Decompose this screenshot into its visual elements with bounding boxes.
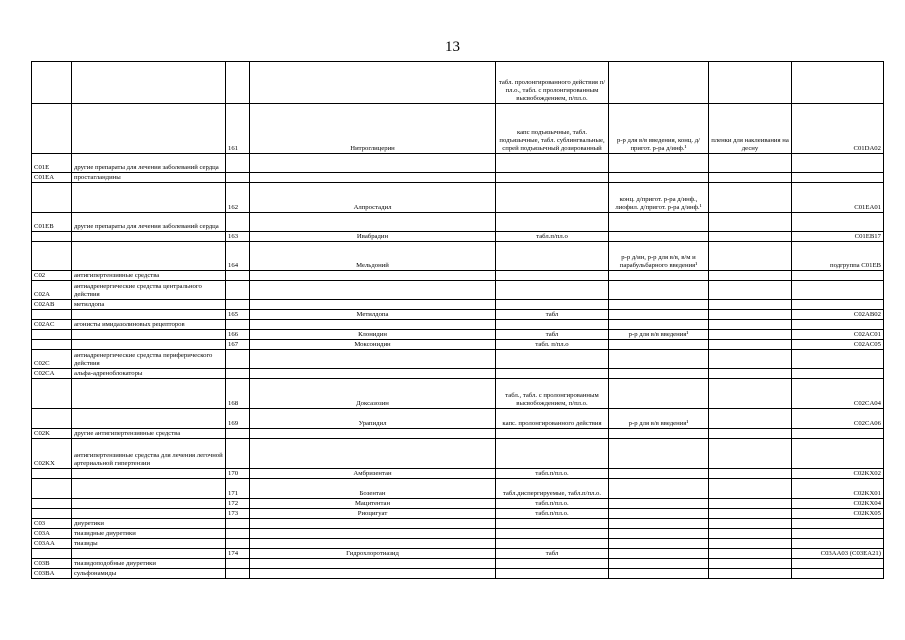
- hospital-form-cell: [609, 469, 709, 479]
- group-name-cell: тиазидоподобные диуретики: [72, 559, 226, 569]
- table-row: [32, 281, 884, 300]
- hospital-form-cell: [609, 509, 709, 519]
- dosage-form-cell: [496, 320, 609, 330]
- dosage-form-cell: [496, 569, 609, 579]
- drug-name-cell: [250, 213, 496, 232]
- other-form-cell: [709, 271, 792, 281]
- hospital-form-cell: [609, 499, 709, 509]
- hospital-form-cell: [609, 154, 709, 173]
- atc-group-code-cell: C03: [32, 519, 72, 529]
- atc-group-code-cell: [32, 509, 72, 519]
- drug-list-table: [31, 61, 884, 579]
- table-row: [32, 569, 884, 579]
- group-name-cell: [72, 310, 226, 320]
- drug-name-cell: [250, 369, 496, 379]
- dosage-form-cell: [496, 519, 609, 529]
- other-form-cell: пленки для наклеивания на десну: [709, 104, 792, 154]
- hospital-form-cell: р-р для в/в введения, конц. д/пригот. р-ра д/инф.¹: [609, 104, 709, 154]
- atc-code-cell: C02AB02: [792, 310, 884, 320]
- row-number-cell: [226, 539, 250, 549]
- table-row: [32, 529, 884, 539]
- atc-group-code-cell: [32, 232, 72, 242]
- drug-name-cell: Риоцигуат: [250, 509, 496, 519]
- dosage-form-cell: [496, 439, 609, 469]
- row-number-cell: [226, 271, 250, 281]
- other-form-cell: [709, 183, 792, 213]
- hospital-form-cell: [609, 350, 709, 369]
- hospital-form-cell: [609, 479, 709, 499]
- atc-code-cell: [792, 213, 884, 232]
- atc-code-cell: [792, 271, 884, 281]
- atc-group-code-cell: C01E: [32, 154, 72, 173]
- atc-code-cell: C02AC01: [792, 330, 884, 340]
- group-name-cell: антигипертензивные средства для лечения легочной артериальной гипертензии: [72, 439, 226, 469]
- drug-name-cell: Моксонидин: [250, 340, 496, 350]
- hospital-form-cell: р-р д/ин, р-р для в/в, в/м и парабульбарного введения¹: [609, 242, 709, 271]
- atc-group-code-cell: [32, 409, 72, 429]
- row-number-cell: [226, 213, 250, 232]
- table-row: [32, 300, 884, 310]
- drug-name-cell: Нитроглицерин: [250, 104, 496, 154]
- drug-name-cell: Алпростадил: [250, 183, 496, 213]
- atc-group-code-cell: [32, 340, 72, 350]
- hospital-form-cell: [609, 539, 709, 549]
- other-form-cell: [709, 519, 792, 529]
- drug-name-cell: Урапидил: [250, 409, 496, 429]
- drug-name-cell: [250, 271, 496, 281]
- drug-name-cell: [250, 429, 496, 439]
- table-row: [32, 479, 884, 499]
- other-form-cell: [709, 281, 792, 300]
- hospital-form-cell: р-р для в/в введения¹: [609, 409, 709, 429]
- atc-code-cell: [792, 429, 884, 439]
- drug-name-cell: [250, 519, 496, 529]
- row-number-cell: 174: [226, 549, 250, 559]
- group-name-cell: другие антигипертензивные средства: [72, 429, 226, 439]
- other-form-cell: [709, 154, 792, 173]
- dosage-form-cell: табл: [496, 549, 609, 559]
- atc-code-cell: C01DA02: [792, 104, 884, 154]
- hospital-form-cell: [609, 300, 709, 310]
- hospital-form-cell: [609, 271, 709, 281]
- atc-group-code-cell: [32, 104, 72, 154]
- group-name-cell: сульфонамиды: [72, 569, 226, 579]
- hospital-form-cell: [609, 310, 709, 320]
- row-number-cell: 171: [226, 479, 250, 499]
- drug-name-cell: Клонидин: [250, 330, 496, 340]
- row-number-cell: 167: [226, 340, 250, 350]
- row-number-cell: [226, 281, 250, 300]
- other-form-cell: [709, 300, 792, 310]
- hospital-form-cell: [609, 213, 709, 232]
- group-name-cell: [72, 479, 226, 499]
- atc-group-code-cell: C02C: [32, 350, 72, 369]
- group-name-cell: [72, 104, 226, 154]
- other-form-cell: [709, 173, 792, 183]
- atc-group-code-cell: [32, 242, 72, 271]
- dosage-form-cell: табл.п/пл.о.: [496, 509, 609, 519]
- dosage-form-cell: табл.п/пл.о: [496, 232, 609, 242]
- table-row: [32, 173, 884, 183]
- hospital-form-cell: [609, 379, 709, 409]
- group-name-cell: [72, 499, 226, 509]
- atc-code-cell: C02CA04: [792, 379, 884, 409]
- dosage-form-cell: табл., табл. с пролонгированным высвобождением, п/пл.о.: [496, 379, 609, 409]
- dosage-form-cell: капс. пролонгированного действия: [496, 409, 609, 429]
- row-number-cell: 168: [226, 379, 250, 409]
- atc-group-code-cell: [32, 549, 72, 559]
- row-number-cell: [226, 569, 250, 579]
- table-row: [32, 499, 884, 509]
- dosage-form-cell: [496, 242, 609, 271]
- group-name-cell: простагландины: [72, 173, 226, 183]
- atc-code-cell: C02KX04: [792, 499, 884, 509]
- table-row: [32, 232, 884, 242]
- other-form-cell: [709, 232, 792, 242]
- atc-code-cell: [792, 281, 884, 300]
- table-row: [32, 340, 884, 350]
- row-number-cell: [226, 429, 250, 439]
- atc-group-code-cell: C02KX: [32, 439, 72, 469]
- row-number-cell: [226, 439, 250, 469]
- group-name-cell: [72, 330, 226, 340]
- dosage-form-cell: [496, 369, 609, 379]
- row-number-cell: [226, 62, 250, 104]
- atc-code-cell: [792, 569, 884, 579]
- group-name-cell: [72, 242, 226, 271]
- atc-code-cell: [792, 519, 884, 529]
- atc-group-code-cell: C03BA: [32, 569, 72, 579]
- other-form-cell: [709, 429, 792, 439]
- atc-code-cell: C02KX01: [792, 479, 884, 499]
- drug-name-cell: Мельдоний: [250, 242, 496, 271]
- dosage-form-cell: табл.п/пл.о.: [496, 499, 609, 509]
- group-name-cell: [72, 379, 226, 409]
- row-number-cell: [226, 320, 250, 330]
- atc-code-cell: C02CA06: [792, 409, 884, 429]
- atc-code-cell: [792, 62, 884, 104]
- drug-name-cell: [250, 154, 496, 173]
- atc-group-code-cell: C02A: [32, 281, 72, 300]
- table-row: [32, 330, 884, 340]
- other-form-cell: [709, 310, 792, 320]
- dosage-form-cell: [496, 529, 609, 539]
- drug-name-cell: Бозентан: [250, 479, 496, 499]
- hospital-form-cell: [609, 173, 709, 183]
- atc-code-cell: C02KX02: [792, 469, 884, 479]
- row-number-cell: 162: [226, 183, 250, 213]
- dosage-form-cell: [496, 539, 609, 549]
- other-form-cell: [709, 529, 792, 539]
- hospital-form-cell: р-р для в/в введения¹: [609, 330, 709, 340]
- atc-code-cell: подгруппа C01EB: [792, 242, 884, 271]
- other-form-cell: [709, 330, 792, 340]
- page-number: 13: [445, 39, 460, 55]
- row-number-cell: 166: [226, 330, 250, 340]
- other-form-cell: [709, 213, 792, 232]
- other-form-cell: [709, 439, 792, 469]
- drug-name-cell: Доксазозин: [250, 379, 496, 409]
- table-row: [32, 62, 884, 104]
- dosage-form-cell: [496, 350, 609, 369]
- atc-group-code-cell: [32, 62, 72, 104]
- table-row: [32, 271, 884, 281]
- dosage-form-cell: [496, 559, 609, 569]
- table-row: [32, 559, 884, 569]
- atc-group-code-cell: C03B: [32, 559, 72, 569]
- drug-name-cell: Метилдопа: [250, 310, 496, 320]
- table-row: [32, 429, 884, 439]
- dosage-form-cell: табл. п/пл.о: [496, 340, 609, 350]
- row-number-cell: [226, 369, 250, 379]
- drug-name-cell: [250, 173, 496, 183]
- other-form-cell: [709, 242, 792, 271]
- table-row: [32, 549, 884, 559]
- dosage-form-cell: [496, 173, 609, 183]
- atc-group-code-cell: C03AA: [32, 539, 72, 549]
- hospital-form-cell: [609, 559, 709, 569]
- table-row: [32, 183, 884, 213]
- atc-group-code-cell: C02AC: [32, 320, 72, 330]
- drug-name-cell: [250, 559, 496, 569]
- drug-name-cell: [250, 62, 496, 104]
- atc-group-code-cell: C02CA: [32, 369, 72, 379]
- row-number-cell: 164: [226, 242, 250, 271]
- atc-group-code-cell: [32, 379, 72, 409]
- other-form-cell: [709, 469, 792, 479]
- table-row: [32, 242, 884, 271]
- dosage-form-cell: [496, 281, 609, 300]
- drug-name-cell: Гидрохлоротиазид: [250, 549, 496, 559]
- atc-code-cell: [792, 350, 884, 369]
- drug-name-cell: [250, 529, 496, 539]
- hospital-form-cell: [609, 429, 709, 439]
- other-form-cell: [709, 350, 792, 369]
- row-number-cell: [226, 519, 250, 529]
- drug-name-cell: [250, 300, 496, 310]
- other-form-cell: [709, 569, 792, 579]
- hospital-form-cell: [609, 281, 709, 300]
- dosage-form-cell: табл: [496, 310, 609, 320]
- other-form-cell: [709, 340, 792, 350]
- atc-code-cell: C01EB17: [792, 232, 884, 242]
- dosage-form-cell: капс подъязычные, табл. подъязычные, табл. сублингвальные, спрей подъязычный дозированный: [496, 104, 609, 154]
- group-name-cell: другие препараты для лечения заболеваний сердца: [72, 154, 226, 173]
- drug-name-cell: [250, 281, 496, 300]
- atc-code-cell: [792, 369, 884, 379]
- atc-group-code-cell: C03A: [32, 529, 72, 539]
- row-number-cell: [226, 154, 250, 173]
- table-row: [32, 350, 884, 369]
- table-row: [32, 369, 884, 379]
- hospital-form-cell: [609, 369, 709, 379]
- table-row: [32, 320, 884, 330]
- table-row: [32, 469, 884, 479]
- hospital-form-cell: конц. д/пригот. р-ра д/инф., лиофил. д/пригот. р-ра д/инф.¹: [609, 183, 709, 213]
- row-number-cell: 170: [226, 469, 250, 479]
- group-name-cell: другие препараты для лечения заболеваний сердца: [72, 213, 226, 232]
- dosage-form-cell: табл. пролонгированного действия п/пл.о., табл. с пролонгированным высвобождением, п/пл.о.: [496, 62, 609, 104]
- dosage-form-cell: [496, 154, 609, 173]
- atc-group-code-cell: C02: [32, 271, 72, 281]
- row-number-cell: [226, 559, 250, 569]
- atc-code-cell: [792, 529, 884, 539]
- group-name-cell: [72, 509, 226, 519]
- other-form-cell: [709, 499, 792, 509]
- group-name-cell: агонисты имидазолиновых рецепторов: [72, 320, 226, 330]
- dosage-form-cell: [496, 213, 609, 232]
- table-row: [32, 409, 884, 429]
- group-name-cell: тиазиды: [72, 539, 226, 549]
- row-number-cell: 165: [226, 310, 250, 320]
- atc-group-code-cell: [32, 183, 72, 213]
- drug-name-cell: Ивабрадин: [250, 232, 496, 242]
- other-form-cell: [709, 539, 792, 549]
- dosage-form-cell: табл.п/пл.о.: [496, 469, 609, 479]
- group-name-cell: метилдопа: [72, 300, 226, 310]
- row-number-cell: [226, 529, 250, 539]
- other-form-cell: [709, 409, 792, 429]
- hospital-form-cell: [609, 529, 709, 539]
- dosage-form-cell: [496, 183, 609, 213]
- atc-group-code-cell: [32, 479, 72, 499]
- group-name-cell: [72, 549, 226, 559]
- group-name-cell: [72, 409, 226, 429]
- group-name-cell: альфа-адреноблокаторы: [72, 369, 226, 379]
- hospital-form-cell: [609, 519, 709, 529]
- atc-code-cell: [792, 173, 884, 183]
- drug-name-cell: [250, 569, 496, 579]
- dosage-form-cell: [496, 429, 609, 439]
- row-number-cell: 163: [226, 232, 250, 242]
- atc-code-cell: [792, 559, 884, 569]
- row-number-cell: 172: [226, 499, 250, 509]
- atc-group-code-cell: C01EA: [32, 173, 72, 183]
- atc-group-code-cell: C02AB: [32, 300, 72, 310]
- hospital-form-cell: [609, 569, 709, 579]
- drug-name-cell: Мацитентан: [250, 499, 496, 509]
- hospital-form-cell: [609, 549, 709, 559]
- table-row: [32, 519, 884, 529]
- drug-name-cell: [250, 539, 496, 549]
- table-row: [32, 213, 884, 232]
- table-row: [32, 439, 884, 469]
- drug-name-cell: [250, 350, 496, 369]
- atc-group-code-cell: [32, 330, 72, 340]
- group-name-cell: антигипертензивные средства: [72, 271, 226, 281]
- row-number-cell: 173: [226, 509, 250, 519]
- group-name-cell: тиазидные диуретики: [72, 529, 226, 539]
- row-number-cell: [226, 173, 250, 183]
- table-row: [32, 539, 884, 549]
- atc-group-code-cell: [32, 469, 72, 479]
- atc-group-code-cell: C01EB: [32, 213, 72, 232]
- drug-name-cell: Амбризентан: [250, 469, 496, 479]
- atc-group-code-cell: [32, 499, 72, 509]
- group-name-cell: [72, 469, 226, 479]
- atc-group-code-cell: C02K: [32, 429, 72, 439]
- hospital-form-cell: [609, 232, 709, 242]
- atc-code-cell: C03AA03 (C03EA21): [792, 549, 884, 559]
- dosage-form-cell: [496, 300, 609, 310]
- group-name-cell: антиадренергические средства периферического действия: [72, 350, 226, 369]
- atc-group-code-cell: [32, 310, 72, 320]
- dosage-form-cell: табл: [496, 330, 609, 340]
- atc-code-cell: [792, 320, 884, 330]
- table-row: [32, 104, 884, 154]
- group-name-cell: [72, 183, 226, 213]
- hospital-form-cell: [609, 439, 709, 469]
- atc-code-cell: [792, 154, 884, 173]
- dosage-form-cell: табл.диспергируемые, табл.п/пл.о.: [496, 479, 609, 499]
- drug-name-cell: [250, 320, 496, 330]
- hospital-form-cell: [609, 340, 709, 350]
- atc-code-cell: C02KX05: [792, 509, 884, 519]
- atc-code-cell: [792, 439, 884, 469]
- group-name-cell: [72, 62, 226, 104]
- other-form-cell: [709, 479, 792, 499]
- other-form-cell: [709, 320, 792, 330]
- group-name-cell: [72, 232, 226, 242]
- group-name-cell: антиадренергические средства центрального действия: [72, 281, 226, 300]
- table-row: [32, 310, 884, 320]
- group-name-cell: диуретики: [72, 519, 226, 529]
- other-form-cell: [709, 62, 792, 104]
- other-form-cell: [709, 559, 792, 569]
- dosage-form-cell: [496, 271, 609, 281]
- table-row: [32, 379, 884, 409]
- table-row: [32, 154, 884, 173]
- row-number-cell: [226, 350, 250, 369]
- group-name-cell: [72, 340, 226, 350]
- atc-code-cell: [792, 539, 884, 549]
- table-row: [32, 509, 884, 519]
- other-form-cell: [709, 549, 792, 559]
- row-number-cell: [226, 300, 250, 310]
- atc-code-cell: [792, 300, 884, 310]
- hospital-form-cell: [609, 62, 709, 104]
- drug-name-cell: [250, 439, 496, 469]
- other-form-cell: [709, 369, 792, 379]
- atc-code-cell: C01EA01: [792, 183, 884, 213]
- other-form-cell: [709, 379, 792, 409]
- row-number-cell: 169: [226, 409, 250, 429]
- hospital-form-cell: [609, 320, 709, 330]
- other-form-cell: [709, 509, 792, 519]
- row-number-cell: 161: [226, 104, 250, 154]
- atc-code-cell: C02AC05: [792, 340, 884, 350]
